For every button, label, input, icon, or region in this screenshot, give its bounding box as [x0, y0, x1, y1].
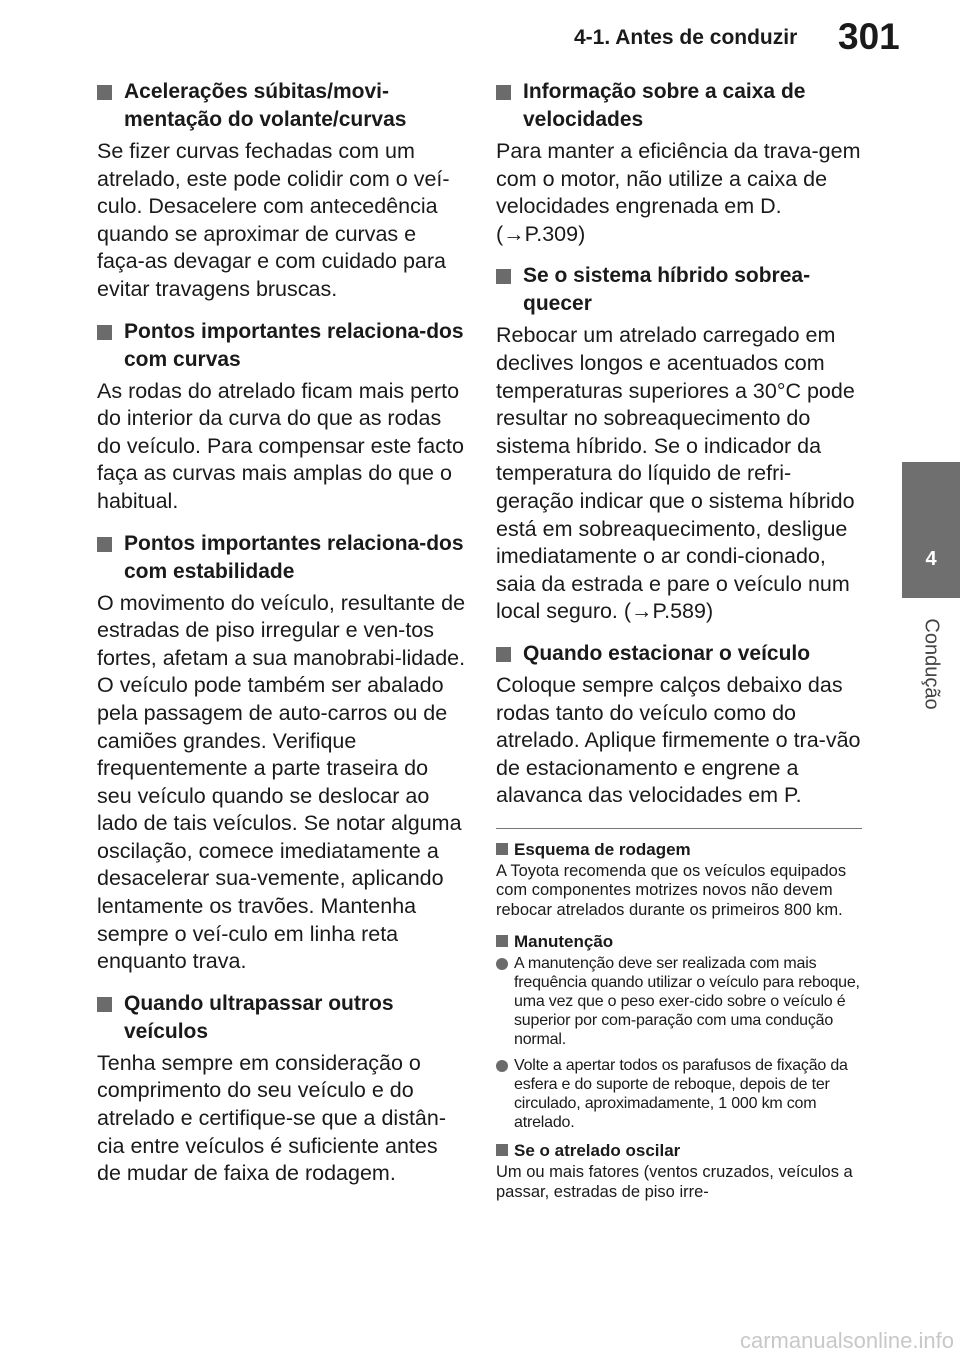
note-heading: Se o atrelado oscilar	[496, 1140, 868, 1161]
section-text: Se fizer curvas fechadas com um atrelado, este pode colidir com o veí-culo. Desacelere com antecedência quando se aproximar de curvas e faça-as devagar e com cuidado para evitar travagens bruscas.	[97, 139, 450, 301]
section-overtaking	[97, 990, 467, 1188]
section-text: Coloque sempre calços debaixo das rodas tanto do veículo como do atrelado. Aplique firmemente o tra-vão de estacionamento e engrene a alavanca das velocidades em P.	[496, 672, 861, 808]
note-trailer-sway	[496, 1140, 868, 1202]
section-heading: Informação sobre a caixa de velocidades	[496, 78, 868, 134]
watermark: carmanualsonline.info	[739, 1328, 954, 1353]
note-text: Um ou mais fatores (ventos cruzados, veículos a passar, estradas de piso irre-	[496, 1163, 853, 1202]
note-heading: Manutenção	[496, 931, 868, 952]
section-heading: Acelerações súbitas/movi-mentação do volante/curvas	[97, 78, 467, 134]
chapter-label-container	[902, 604, 960, 724]
chapter-tab	[902, 462, 960, 598]
section-heading: Quando ultrapassar outros veículos	[97, 990, 467, 1046]
section-sudden-acceleration	[97, 78, 467, 304]
note-heading: Esquema de rodagem	[496, 839, 868, 860]
left-column	[97, 78, 467, 1202]
notes-divider	[496, 828, 862, 829]
section-heading: Pontos importantes relaciona-dos com estabilidade	[97, 530, 467, 586]
section-heading: Quando estacionar o veículo	[496, 640, 868, 668]
note-text: A Toyota recomenda que os veículos equipados com componentes motrizes novos não devem rebocar atrelados durante os primeiros 800 km.	[496, 861, 847, 920]
section-stability	[97, 530, 467, 976]
section-gearbox	[496, 78, 868, 248]
section-parking	[496, 640, 868, 810]
bullet-item: A manutenção deve ser realizada com mais frequência quando utilizar o veículo para reboque, uma vez que o peso exer-cido sobre o veículo é superior por com-paração com uma condução normal.	[496, 954, 868, 1050]
section-text: Para manter a eficiência da trava-gem com o motor, não utilize a caixa de velocidades engrenada em D. (→P.309)	[496, 139, 861, 246]
page-number: 301	[838, 16, 900, 57]
section-title: 4-1. Antes de conduzir	[574, 26, 798, 49]
section-text: Tenha sempre em consideração o comprimento do seu veículo e do atrelado e certifique-se que a distân-cia entre veículos é suficiente antes de mudar de faixa de rodagem.	[97, 1050, 446, 1186]
section-curves	[97, 318, 467, 516]
section-text: O movimento do veículo, resultante de estradas de piso irregular e ven-tos fortes, afetam a sua manobrabi-lidade. O veículo pode também ser abalado pela passagem de auto-carros ou de camiões grandes. Verifique frequentemente a parte traseira do seu veículo quando se deslocar ao lado de tais veículos. Se notar alguma oscilação, comece imediatamente a desacelerar sua-vemente, aplicando lentamente os travões. Mantenha sempre o veí-culo em linha reta enquanto trava.	[97, 590, 466, 974]
section-text: As rodas do atrelado ficam mais perto do interior da curva do que as rodas do veículo. Para compensar este facto faça as curvas mais amplas do que o habitual.	[97, 378, 464, 513]
section-heading: Se o sistema híbrido sobrea-quecer	[496, 262, 868, 318]
section-heading: Pontos importantes relaciona-dos com curvas	[97, 318, 467, 374]
bullet-item: Volte a apertar todos os parafusos de fixação da esfera e do suporte de reboque, depois de ter circulado, aproximadamente, 1 000 km com atrelado.	[496, 1056, 868, 1133]
chapter-number: 4	[925, 548, 937, 570]
note-maintenance	[496, 931, 868, 1133]
right-column	[496, 78, 868, 1213]
note-break-in	[496, 839, 868, 921]
section-overheating	[496, 262, 868, 626]
chapter-label: Condução	[920, 618, 943, 710]
section-text: Rebocar um atrelado carregado em declives longos e acentuados com temperaturas superiores a 30°C pode resultar no sobreaquecimento do sistema híbrido. Se o indicador da temperatura do líquido de refri-geração indicar que o sistema híbrido está em sobreaquecimento, desligue imediatamente o ar condi-cionado, saia da estrada e pare o veículo num local seguro. (→P.589)	[496, 323, 855, 624]
